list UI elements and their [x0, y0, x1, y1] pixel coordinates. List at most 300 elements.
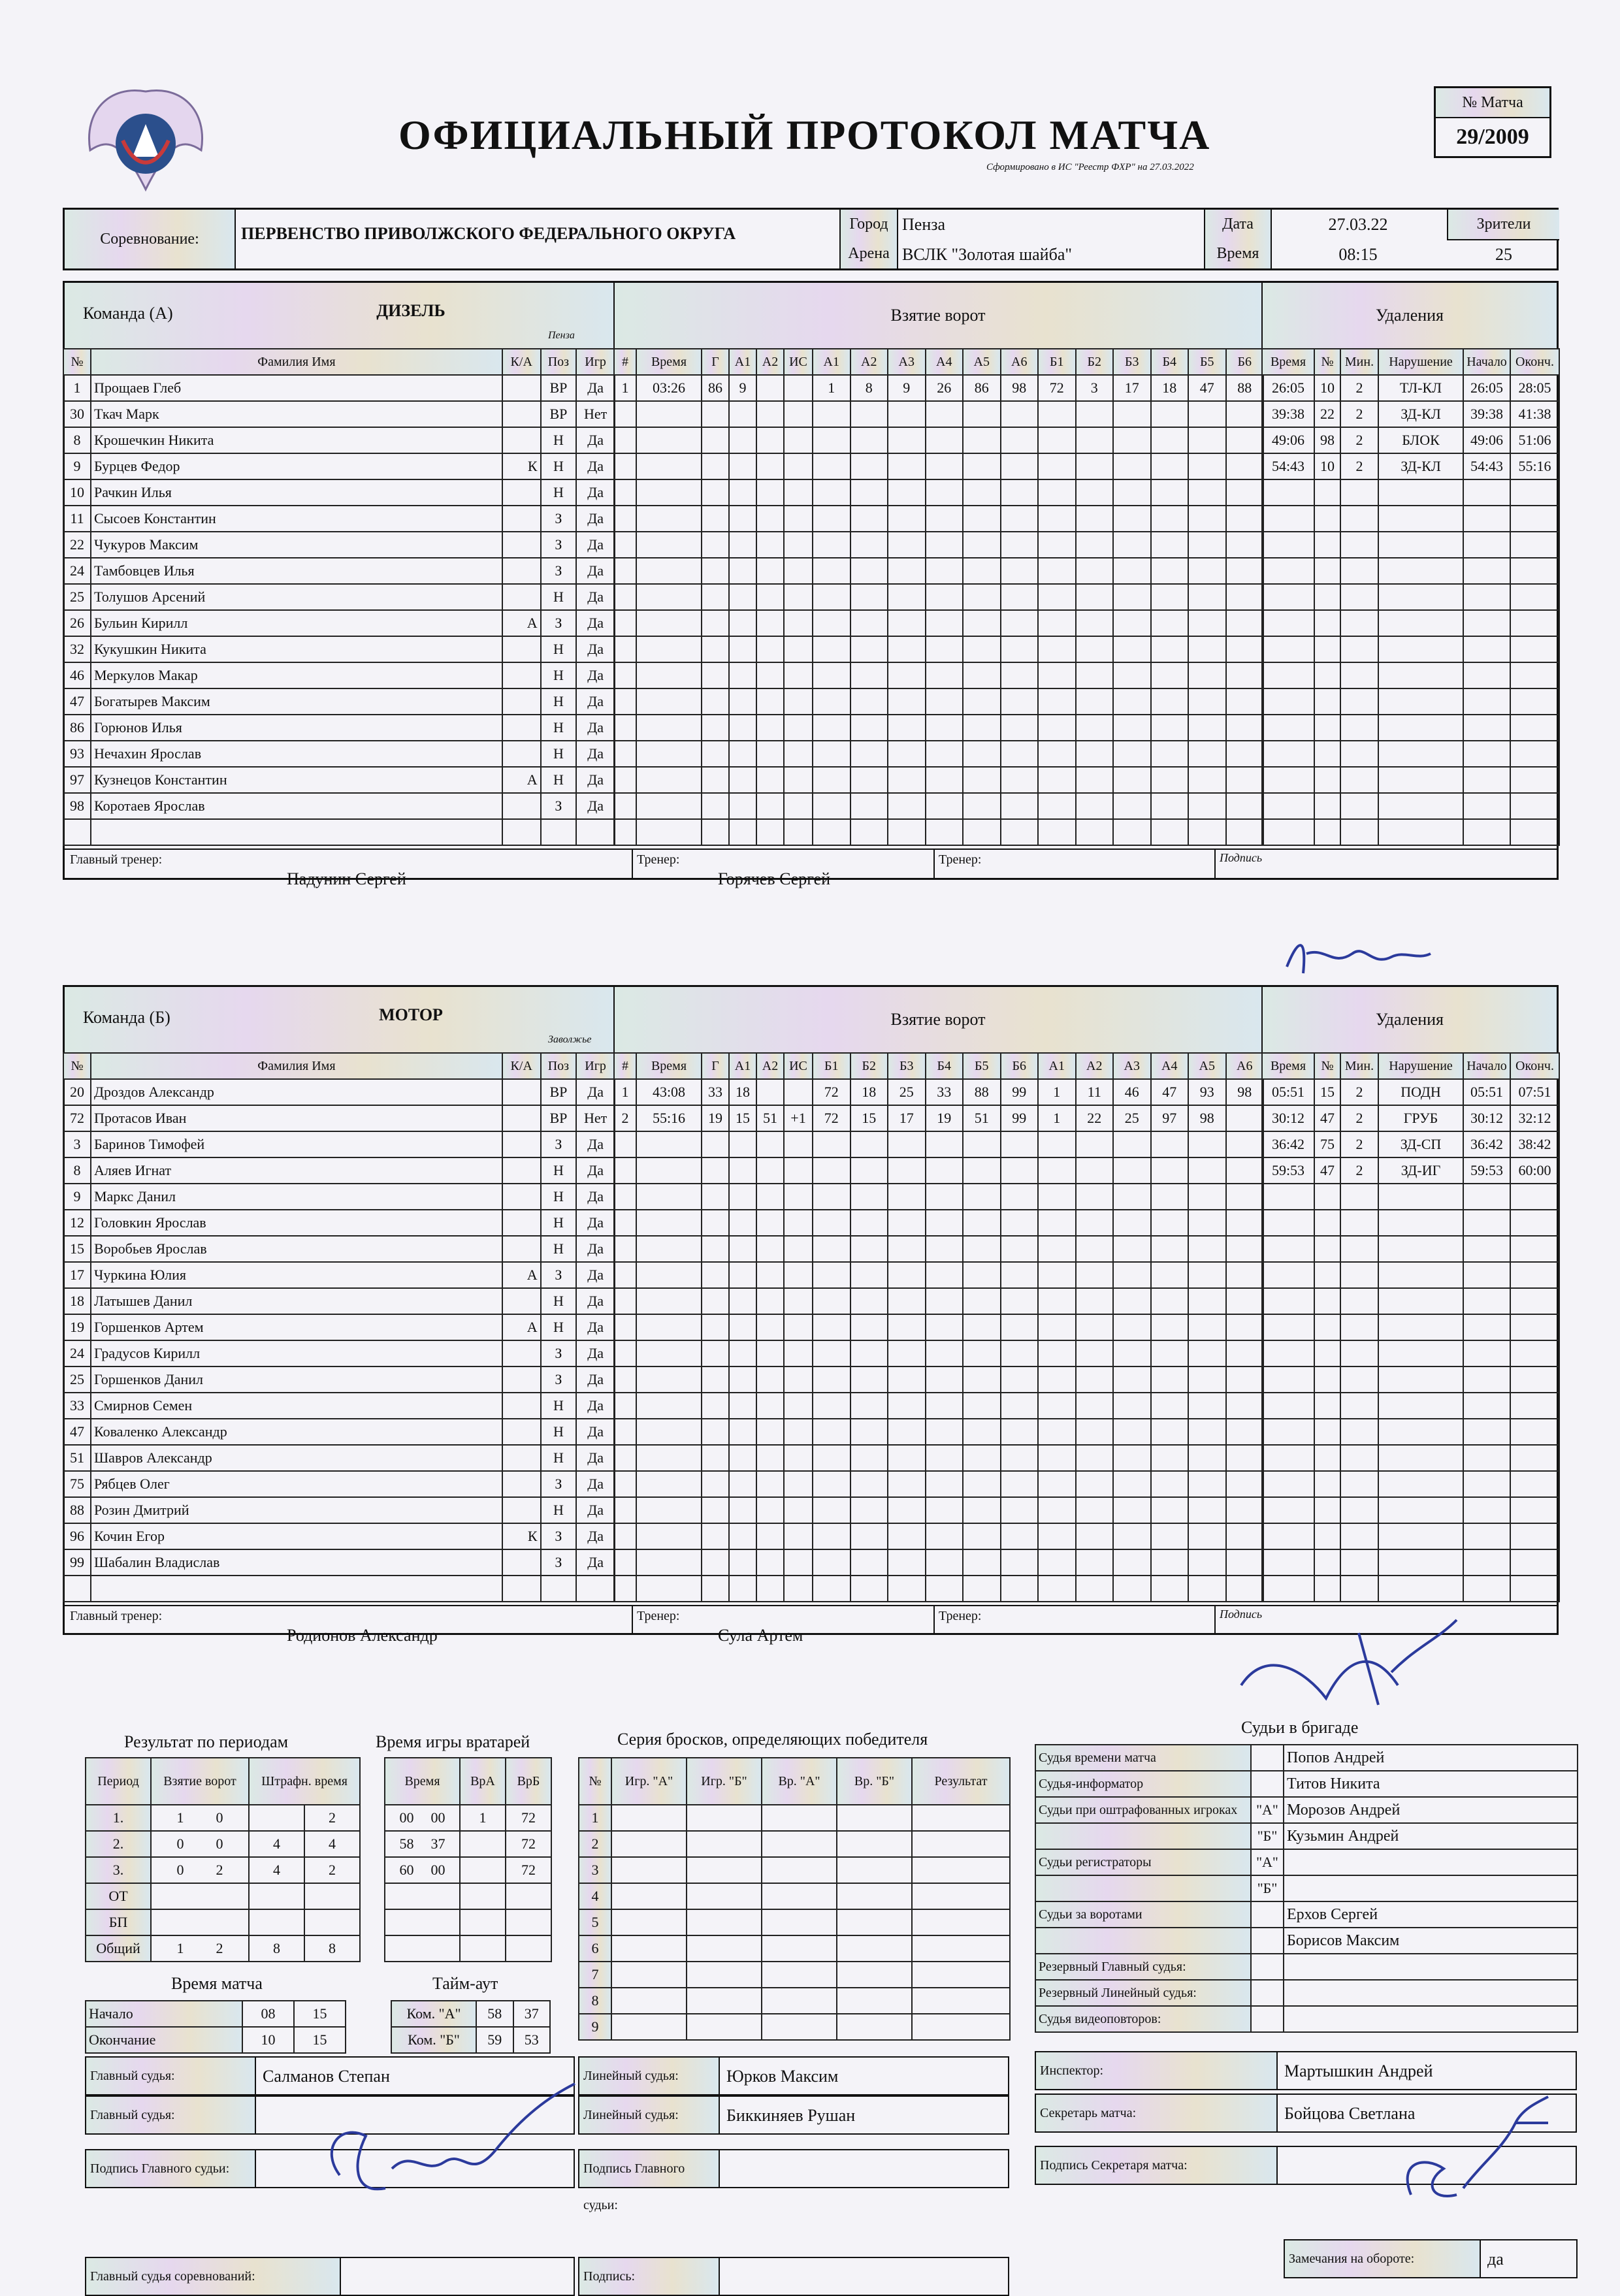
goal-cell — [1151, 1210, 1189, 1236]
column-header: А1 — [729, 349, 756, 375]
penalty-cell — [1463, 819, 1510, 845]
penalty-cell — [1510, 506, 1559, 532]
penalty-row — [1262, 1157, 1559, 1184]
penalty-cell — [1314, 715, 1340, 741]
referee-name: Попов Андрей — [1284, 1745, 1578, 1771]
goal-cell — [784, 688, 813, 715]
team-a-roster — [63, 348, 615, 846]
shootout-index: 4 — [579, 1883, 611, 1909]
goal-cell — [1113, 1523, 1151, 1549]
penalty-cell — [1463, 1523, 1510, 1549]
penalty-cell: 2 — [1340, 1079, 1378, 1105]
referee-role — [1035, 1928, 1251, 1954]
goal-cell — [1226, 1576, 1264, 1602]
goal-cell — [1188, 1445, 1226, 1471]
goal-cell — [636, 1236, 702, 1262]
penalty-cell — [1378, 584, 1463, 610]
pen-a: 8 — [249, 1935, 304, 1962]
player-played: Да — [576, 1236, 615, 1262]
goal-cell — [1038, 1184, 1076, 1210]
coach2-label: Тренер: — [939, 852, 982, 867]
player-number: 24 — [63, 1340, 91, 1366]
period-goals — [151, 1909, 249, 1935]
shootout-cell — [687, 1935, 762, 1962]
goal-cell — [636, 584, 702, 610]
player-role — [502, 1471, 541, 1497]
goal-cell — [1226, 1445, 1264, 1471]
penalty-cell: 30:12 — [1262, 1105, 1314, 1131]
penalty-row — [1262, 688, 1559, 715]
penalty-cell — [1378, 506, 1463, 532]
penalty-cell: 10 — [1314, 375, 1340, 401]
goal-cell: 26 — [926, 375, 964, 401]
goal-cell — [888, 1262, 926, 1288]
player-number: 19 — [63, 1314, 91, 1340]
coach-divider — [933, 850, 935, 879]
penalty-row — [1262, 1340, 1559, 1366]
player-name: Богатырев Максим — [91, 688, 502, 715]
shootout-cell — [837, 1962, 912, 1988]
goal-cell — [756, 715, 784, 741]
goal-row — [614, 715, 1263, 741]
shootout-cell — [762, 1935, 837, 1962]
section-title: Серия бросков, определяющих победителя — [617, 1730, 928, 1749]
shootout-index: 1 — [579, 1805, 611, 1831]
player-position: З — [541, 1366, 577, 1393]
goal-cell — [1151, 1576, 1189, 1602]
column-header: Поз — [541, 349, 577, 375]
goal-cell — [850, 558, 888, 584]
referee-team: "А" — [1251, 1849, 1284, 1875]
player-name: Меркулов Макар — [91, 662, 502, 688]
penalty-cell — [1314, 584, 1340, 610]
column-header: Оконч. — [1510, 1053, 1559, 1079]
official-field — [1284, 2239, 1578, 2278]
referee-team: "Б" — [1251, 1823, 1284, 1849]
goal-cell — [614, 584, 636, 610]
goal-cell — [729, 479, 756, 506]
penalty-cell: 26:05 — [1463, 375, 1510, 401]
goal-cell — [813, 1393, 850, 1419]
player-role — [502, 1576, 541, 1602]
column-header: А1 — [729, 1053, 756, 1079]
time: 08:15 — [1338, 245, 1378, 264]
goal-cell — [1076, 1210, 1114, 1236]
player-row — [63, 427, 615, 453]
player-number: 47 — [63, 1419, 91, 1445]
penalty-cell — [1378, 1366, 1463, 1393]
team-a-label: Команда (А) — [83, 304, 173, 323]
goal-cell — [702, 819, 729, 845]
player-name — [91, 1576, 502, 1602]
coach-divider — [632, 1606, 633, 1634]
goal-row — [614, 1079, 1263, 1105]
goal-cell: 97 — [1151, 1105, 1189, 1131]
goal-cell: 99 — [1001, 1105, 1039, 1131]
player-role: А — [502, 767, 541, 793]
goal-cell — [729, 767, 756, 793]
goal-cell — [1001, 1262, 1039, 1288]
penalty-cell — [1378, 1236, 1463, 1262]
penalty-cell: 59:53 — [1463, 1157, 1510, 1184]
penalty-cell: 2 — [1340, 427, 1378, 453]
player-number: 11 — [63, 506, 91, 532]
goal-cell — [702, 558, 729, 584]
goal-row — [614, 1340, 1263, 1366]
player-name: Протасов Иван — [91, 1105, 502, 1131]
goal-cell — [702, 1549, 729, 1576]
player-row — [63, 1131, 615, 1157]
match-time-start — [86, 2001, 346, 2027]
goal-cell — [1226, 479, 1264, 506]
on-ice-header: А2 — [850, 349, 888, 375]
shootout-cell — [837, 1883, 912, 1909]
head-coach: Падунин Сергей — [287, 869, 406, 888]
penalty-cell — [1378, 1314, 1463, 1340]
player-role — [502, 427, 541, 453]
goal-row — [614, 819, 1263, 845]
player-row — [63, 793, 615, 819]
goal-cell — [1113, 558, 1151, 584]
player-row — [63, 1105, 615, 1131]
goal-cell — [756, 1340, 784, 1366]
penalty-cell — [1378, 715, 1463, 741]
pen-a — [249, 1883, 304, 1909]
penalty-cell: ЗД-ИГ — [1378, 1157, 1463, 1184]
goal-cell — [963, 1497, 1001, 1523]
goal-cell — [636, 427, 702, 453]
player-role — [502, 1210, 541, 1236]
penalty-cell — [1314, 1340, 1340, 1366]
goal-row — [614, 558, 1263, 584]
penalty-cell — [1463, 715, 1510, 741]
shootout-cell — [912, 1831, 1010, 1857]
penalty-cell — [1262, 610, 1314, 636]
shootout-cell — [611, 1909, 687, 1935]
player-played: Да — [576, 1131, 615, 1157]
goal-cell — [636, 662, 702, 688]
goal-cell — [850, 688, 888, 715]
goal-cell — [614, 1157, 636, 1184]
goal-cell — [702, 1523, 729, 1549]
goal-cell — [813, 688, 850, 715]
goal-cell — [636, 1366, 702, 1393]
penalty-cell: 47 — [1314, 1105, 1340, 1131]
goal-cell — [614, 636, 636, 662]
column-header: Период — [86, 1758, 151, 1805]
penalty-cell: 38:42 — [1510, 1131, 1559, 1157]
penalty-cell — [1463, 1314, 1510, 1340]
period-name: ОТ — [86, 1883, 151, 1909]
player-played: Да — [576, 1314, 615, 1340]
official-label: Подпись Главного судьи: — [86, 2150, 256, 2187]
goal-cell — [926, 1445, 964, 1471]
player-role — [502, 532, 541, 558]
goal-cell: 55:16 — [636, 1105, 702, 1131]
goalie-b — [506, 1909, 551, 1935]
goal-cell — [614, 767, 636, 793]
goal-cell — [1076, 715, 1114, 741]
penalty-cell — [1314, 741, 1340, 767]
penalty-cell — [1463, 1471, 1510, 1497]
penalty-row — [1262, 1184, 1559, 1210]
column-header: Нарушение — [1378, 1053, 1463, 1079]
goal-cell — [1226, 741, 1264, 767]
official-label: Главный судья: — [86, 2058, 256, 2094]
coach: Сула Артем — [718, 1626, 803, 1645]
goal-cell — [1151, 1523, 1189, 1549]
shootout-index: 5 — [579, 1909, 611, 1935]
penalty-cell: 07:51 — [1510, 1079, 1559, 1105]
player-position: Н — [541, 1393, 577, 1419]
player-role — [502, 1105, 541, 1131]
penalty-cell — [1378, 636, 1463, 662]
goal-cell — [1038, 715, 1076, 741]
penalty-row — [1262, 1131, 1559, 1157]
goal-cell — [729, 1131, 756, 1157]
goal-cell — [1076, 767, 1114, 793]
goal-cell — [756, 1419, 784, 1445]
penalty-cell — [1340, 1419, 1378, 1445]
goal-cell — [1038, 453, 1076, 479]
penalty-cell — [1378, 793, 1463, 819]
coach-divider — [1214, 850, 1216, 879]
goal-cell — [1226, 1314, 1264, 1340]
penalty-cell — [1262, 767, 1314, 793]
goal-cell — [926, 453, 964, 479]
penalty-cell — [1314, 636, 1340, 662]
penalty-cell — [1340, 1445, 1378, 1471]
goal-cell — [813, 1419, 850, 1445]
player-played: Да — [576, 1523, 615, 1549]
penalty-cell — [1510, 1210, 1559, 1236]
period-name: 3. — [86, 1857, 151, 1883]
goal-row — [614, 610, 1263, 636]
goal-cell — [1038, 793, 1076, 819]
minutes: 60 — [399, 1862, 414, 1878]
column-header: № — [63, 349, 91, 375]
goal-cell — [963, 584, 1001, 610]
goal-cell — [1001, 584, 1039, 610]
goal-cell — [1113, 819, 1151, 845]
goal-cell — [1076, 636, 1114, 662]
goal-cell — [1038, 636, 1076, 662]
goal-cell — [702, 1471, 729, 1497]
goal-cell — [1038, 532, 1076, 558]
player-position: Н — [541, 584, 577, 610]
goal-cell — [702, 1157, 729, 1184]
goal-cell — [1151, 767, 1189, 793]
team-a-box — [63, 281, 1559, 888]
goal-cell — [636, 453, 702, 479]
goal-cell — [1113, 532, 1151, 558]
goal-cell — [813, 715, 850, 741]
goal-cell — [1001, 1314, 1039, 1340]
minutes: 15 — [294, 2001, 346, 2027]
column-header: Результат — [912, 1758, 1010, 1805]
coach-label: Тренер: — [637, 852, 680, 867]
goal-cell — [1038, 688, 1076, 715]
penalty-cell: 54:43 — [1463, 453, 1510, 479]
penalty-cell — [1314, 1419, 1340, 1445]
penalty-cell — [1463, 1262, 1510, 1288]
goal-cell — [1001, 793, 1039, 819]
goal-cell — [813, 662, 850, 688]
goal-cell — [1151, 1288, 1189, 1314]
goal-cell — [614, 1576, 636, 1602]
pen-a — [249, 1909, 304, 1935]
goal-cell — [926, 610, 964, 636]
player-number: 8 — [63, 427, 91, 453]
penalty-cell — [1510, 610, 1559, 636]
goal-cell — [850, 1393, 888, 1419]
goal-cell — [636, 401, 702, 427]
info-bar — [63, 208, 1559, 270]
player-row — [63, 453, 615, 479]
goal-cell — [756, 453, 784, 479]
goal-cell — [636, 1262, 702, 1288]
player-name: Розин Дмитрий — [91, 1497, 502, 1523]
penalty-cell — [1340, 1288, 1378, 1314]
player-position: Н — [541, 1236, 577, 1262]
player-position: Н — [541, 1184, 577, 1210]
player-role: А — [502, 1314, 541, 1340]
goal-cell: 19 — [702, 1105, 729, 1131]
penalty-cell — [1262, 1393, 1314, 1419]
penalty-cell — [1340, 741, 1378, 767]
player-position: З — [541, 558, 577, 584]
goal-cell — [614, 1184, 636, 1210]
goal-cell — [888, 1445, 926, 1471]
goal-cell — [888, 1419, 926, 1445]
penalty-cell — [1314, 688, 1340, 715]
goal-cell — [1188, 715, 1226, 741]
goal-cell — [1113, 767, 1151, 793]
player-played: Да — [576, 1262, 615, 1288]
goal-cell — [1151, 1262, 1189, 1288]
goal-cell — [1038, 1262, 1076, 1288]
timeout-table — [391, 2000, 551, 2054]
referee-role: Судьи регистраторы — [1035, 1849, 1251, 1875]
city-label: Город — [839, 210, 898, 240]
penalty-cell — [1378, 1393, 1463, 1419]
goal-cell — [1076, 427, 1114, 453]
penalty-cell: 26:05 — [1262, 375, 1314, 401]
goal-cell — [813, 453, 850, 479]
penalty-cell: ЗД-КЛ — [1378, 453, 1463, 479]
coach2-label: Тренер: — [939, 1609, 982, 1623]
shootout-row — [579, 1831, 1010, 1857]
goal-cell — [963, 741, 1001, 767]
goal-cell — [636, 1471, 702, 1497]
player-number: 15 — [63, 1236, 91, 1262]
player-row — [63, 401, 615, 427]
goal-cell — [1151, 819, 1189, 845]
referee-row — [1035, 1745, 1578, 1771]
pen-b: 4 — [304, 1831, 360, 1857]
goal-cell — [813, 1131, 850, 1157]
player-row — [63, 584, 615, 610]
player-name: Аляев Игнат — [91, 1157, 502, 1184]
head-coach: Родионов Александр — [287, 1626, 438, 1645]
goal-row — [614, 532, 1263, 558]
penalty-cell: 54:43 — [1262, 453, 1314, 479]
goal-cell — [1188, 1340, 1226, 1366]
goal-cell — [729, 1262, 756, 1288]
goal-cell — [702, 715, 729, 741]
goal-cell — [756, 1445, 784, 1471]
player-position: Н — [541, 636, 577, 662]
goal-cell — [888, 715, 926, 741]
goal-cell — [784, 1210, 813, 1236]
goal-cell — [614, 1236, 636, 1262]
penalty-cell — [1314, 793, 1340, 819]
goal-cell — [926, 688, 964, 715]
goal-cell — [1188, 1157, 1226, 1184]
column-header: Время — [636, 1053, 702, 1079]
goal-cell — [926, 1236, 964, 1262]
goal-cell — [926, 1497, 964, 1523]
goal-cell — [784, 1184, 813, 1210]
penalty-row — [1262, 1210, 1559, 1236]
penalty-cell — [1314, 1576, 1340, 1602]
player-played: Да — [576, 688, 615, 715]
goal-cell — [1113, 1157, 1151, 1184]
referee-row — [1035, 2006, 1578, 2032]
penalty-cell — [1340, 532, 1378, 558]
goal-cell — [1113, 1210, 1151, 1236]
goal-cell — [963, 506, 1001, 532]
official-label: Подпись: — [579, 2258, 720, 2295]
goal-cell — [1151, 1131, 1189, 1157]
penalty-cell — [1314, 1497, 1340, 1523]
goals-title: Взятие ворот — [615, 283, 1263, 348]
shootout-row — [579, 1962, 1010, 1988]
period-name: БП — [86, 1909, 151, 1935]
player-name: Горшенков Артем — [91, 1314, 502, 1340]
player-row — [63, 767, 615, 793]
penalty-cell — [1262, 1445, 1314, 1471]
goalie-row — [385, 1831, 551, 1857]
shootout-cell — [912, 2014, 1010, 2040]
goal-cell: 47 — [1188, 375, 1226, 401]
goal-cell — [1188, 1131, 1226, 1157]
goal-cell — [702, 1288, 729, 1314]
penalty-cell — [1314, 819, 1340, 845]
goal-cell — [784, 1523, 813, 1549]
shootout-cell — [611, 1857, 687, 1883]
goal-cell — [888, 1497, 926, 1523]
goal-cell — [784, 453, 813, 479]
penalty-cell — [1340, 479, 1378, 506]
goal-cell — [1113, 1471, 1151, 1497]
shootout-row — [579, 1909, 1010, 1935]
goal-cell — [702, 401, 729, 427]
player-number: 99 — [63, 1549, 91, 1576]
team-b-goals — [613, 1052, 1264, 1602]
penalty-cell — [1340, 1523, 1378, 1549]
penalty-row — [1262, 793, 1559, 819]
goal-cell — [1076, 1471, 1114, 1497]
on-ice-header: Б6 — [1226, 349, 1264, 375]
column-header: Вр. "А" — [762, 1758, 837, 1805]
goal-cell — [850, 741, 888, 767]
goal-cell — [636, 1210, 702, 1236]
penalty-cell: 15 — [1314, 1079, 1340, 1105]
goal-cell — [1226, 1184, 1264, 1210]
player-role — [502, 1157, 541, 1184]
penalty-cell — [1378, 688, 1463, 715]
